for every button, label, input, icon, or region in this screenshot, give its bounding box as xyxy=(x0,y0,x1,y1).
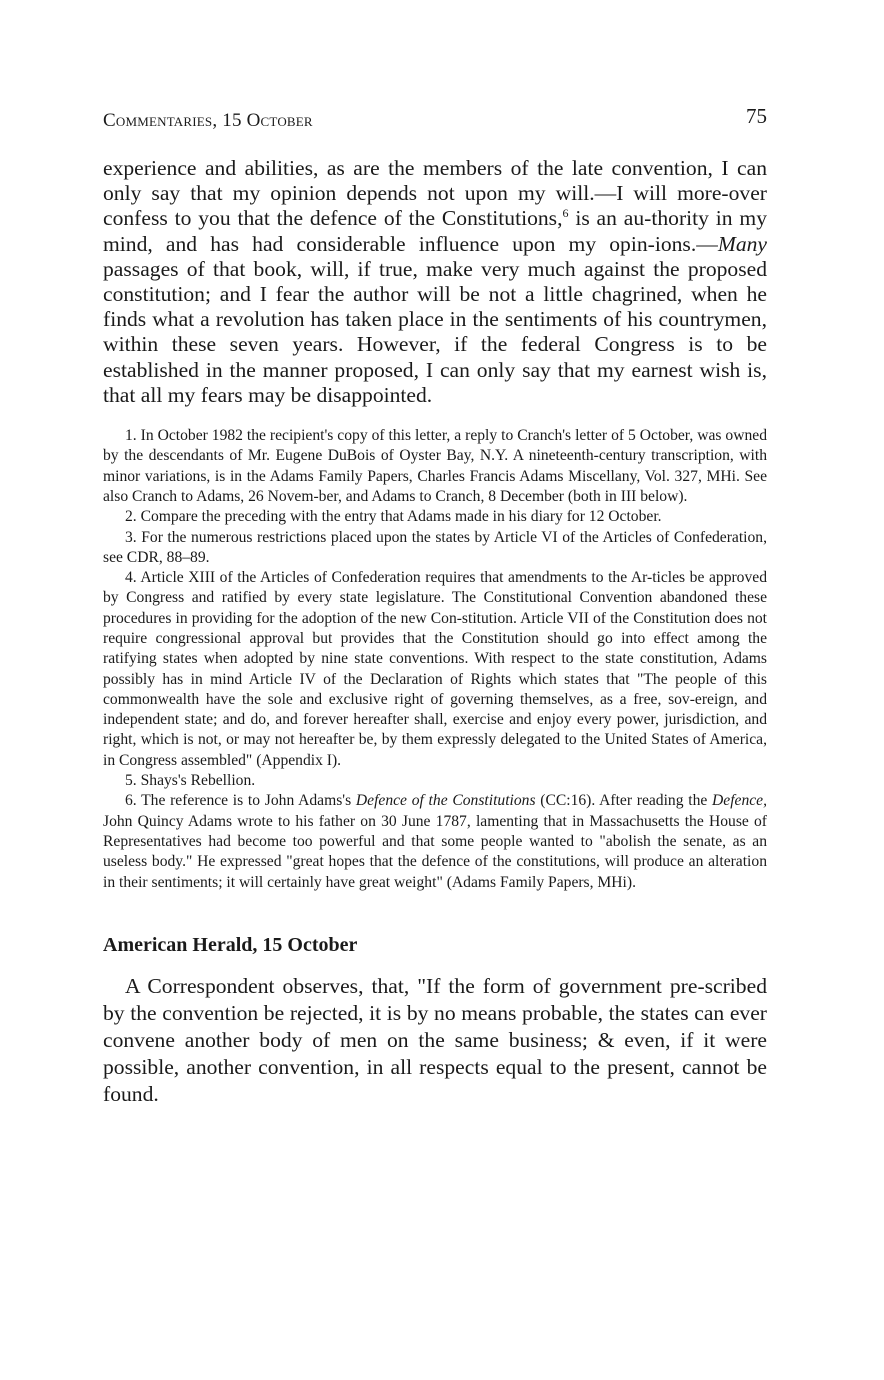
footnote-reference: 6 xyxy=(562,206,569,221)
page-number: 75 xyxy=(746,104,767,128)
footnote-4: 4. Article XIII of the Articles of Confederation requires that amendments to the Ar-ticles be approved by Congress and ratified by every state legislature. The Constitutional Convention abandoned these procedures in providing for the adoption of the new Con-stitution. Article VII of the Constitution does not require congressional approval but provides that the Constitution should go into effect among the ratifying states when adopted by nine state conventions. With respect to the state constitution, Adams possibly has in mind Article IV of the Declaration of Rights which states that "The people of this commonwealth have the sole and exclusive right of governing themselves, as a free, sov-ereign, and independent state; and do, and forever hereafter shall, exercise and enjoy every power, jurisdiction, and right, which is not, or may not hereafter be, by them expressly delegated to the United States of America, in Congress assembled" (Appendix I). xyxy=(103,569,767,769)
section-heading: American Herald, 15 October xyxy=(103,933,358,956)
footnote-3: 3. For the numerous restrictions placed upon the states by Article VI of the Articles of Confederation, see CDR, 88–89. xyxy=(103,528,767,566)
footnote-6: 6. The reference is to John Adams's Defence of the Constitutions (CC:16). After reading the Defence, John Quincy Adams wrote to his father on 30 June 1787, lamenting that in Massachusetts the House of Representatives had become too powerful and that some people wanted to "abolish the senate, as an useless body." He expressed "great hopes that the defence of the constitutions, will produce an alteration in their sentiments; it will certainly have great weight" (Adams Family Papers, MHi). xyxy=(103,792,767,891)
footnote-1: 1. In October 1982 the recipient's copy of this letter, a reply to Cranch's letter of 5 October, was owned by the descendants of Mr. Eugene DuBois of Oyster Bay, N.Y. A nineteenth-century transcription, with minor variations, is in the Adams Family Papers, Charles Francis Adams Miscellany, Vol. 327, MHi. See also Cranch to Adams, 26 Novem-ber, and Adams to Cranch, 8 December (both in III below). xyxy=(103,427,767,505)
letter-closing-paragraph: experience and abilities, as are the members of the late convention, I can only say that my opinion depends not upon my will.—I will more-over confess to you that the defence of the Constitutions,$^6$ is an au-thority in my mind, and has had considerable influence upon my opin-ions.—Many passages of that book, will, if true, make very much against the proposed constitution; and I fear the author will be not a little chagrined, when he finds what a revolution has taken place in the sentiments of his countrymen, within these seven years. However, if the federal Congress is to be established in the manner proposed, I can only say that my earnest wish is, that all my fears may be disappointed. xyxy=(103,156,767,407)
herald-paragraph: A Correspondent observes, that, "If the form of government pre-scribed by the convention be rejected, it is by no means probable, the states can ever convene another body of men on the same business; & even, if it were possible, another convention, in all respects equal to the present, cannot be found. xyxy=(103,973,767,1106)
footnote-2: 2. Compare the preceding with the entry that Adams made in his diary for 12 October. xyxy=(125,508,662,526)
footnote-5: 5. Shays's Rebellion. xyxy=(125,772,256,790)
running-head-title: Commentaries, 15 October xyxy=(103,110,313,131)
running-head xyxy=(103,104,767,134)
document-page xyxy=(103,104,767,1129)
footnotes xyxy=(103,426,767,893)
